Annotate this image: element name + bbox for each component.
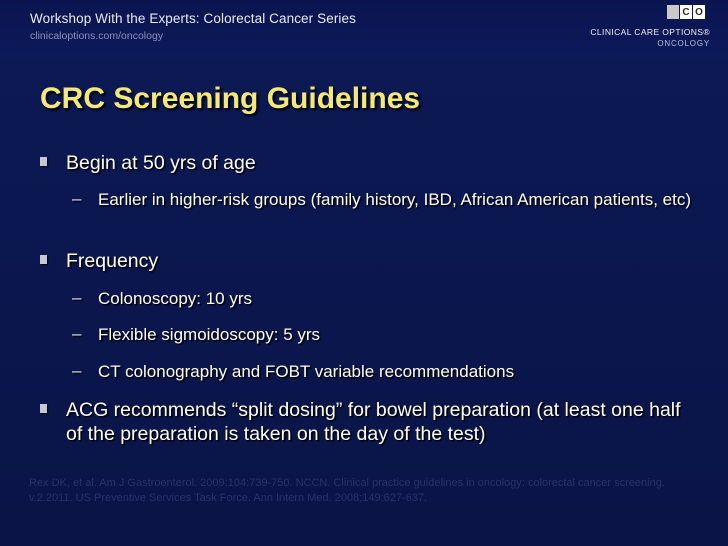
list-item — [40, 249, 700, 273]
list-item — [72, 189, 692, 210]
clinical-care-options-logo — [590, 5, 710, 51]
list-item — [40, 151, 700, 175]
list-item-text: ACG recommends “split dosing” for bowel preparation (at least one half of the preparation is taken on the day of the test) — [66, 399, 681, 445]
dash-bullet-icon: – — [72, 288, 82, 307]
square-bullet-icon — [40, 404, 47, 413]
logo-mark — [667, 5, 706, 21]
slide-title: CRC Screening Guidelines — [40, 82, 421, 115]
square-bullet-icon — [40, 157, 47, 166]
list-item — [72, 361, 692, 382]
references-footnote: Rex DK, et al. Am J Gastroenterol. 2009;104:739-750. NCCN. Clinical practice guidelines in oncology: colorectal cancer screening. v.2.2011. US Preventive Services Task Force. Ann Intern Med. 2008;149:627-637. — [29, 477, 665, 504]
logo-box — [667, 5, 679, 19]
square-bullet-icon — [40, 255, 47, 264]
list-item — [72, 324, 692, 345]
list-item-text: Begin at 50 yrs of age — [66, 152, 256, 174]
dash-bullet-icon: – — [72, 189, 82, 208]
logo-box: O — [693, 5, 705, 19]
logo-text-oncology: ONCOLOGY — [657, 39, 710, 48]
list-item-text: Earlier in higher-risk groups (family history, IBD, African American patients, etc) — [98, 190, 692, 209]
list-item-text: Frequency — [66, 250, 159, 272]
series-title: Workshop With the Experts: Colorectal Cancer Series — [30, 11, 356, 26]
series-url[interactable]: clinicaloptions.com/oncology — [30, 30, 164, 42]
list-item-text: Colonoscopy: 10 yrs — [98, 289, 253, 308]
dash-bullet-icon: – — [72, 324, 82, 343]
logo-box: C — [680, 5, 692, 19]
list-item — [72, 288, 692, 309]
logo-text-brand: CLINICAL CARE OPTIONS® — [590, 27, 710, 37]
list-item-text: Flexible sigmoidoscopy: 5 yrs — [98, 325, 321, 344]
list-item-text: CT colonography and FOBT variable recommendations — [98, 362, 515, 381]
dash-bullet-icon: – — [72, 361, 82, 380]
list-item — [40, 398, 700, 446]
